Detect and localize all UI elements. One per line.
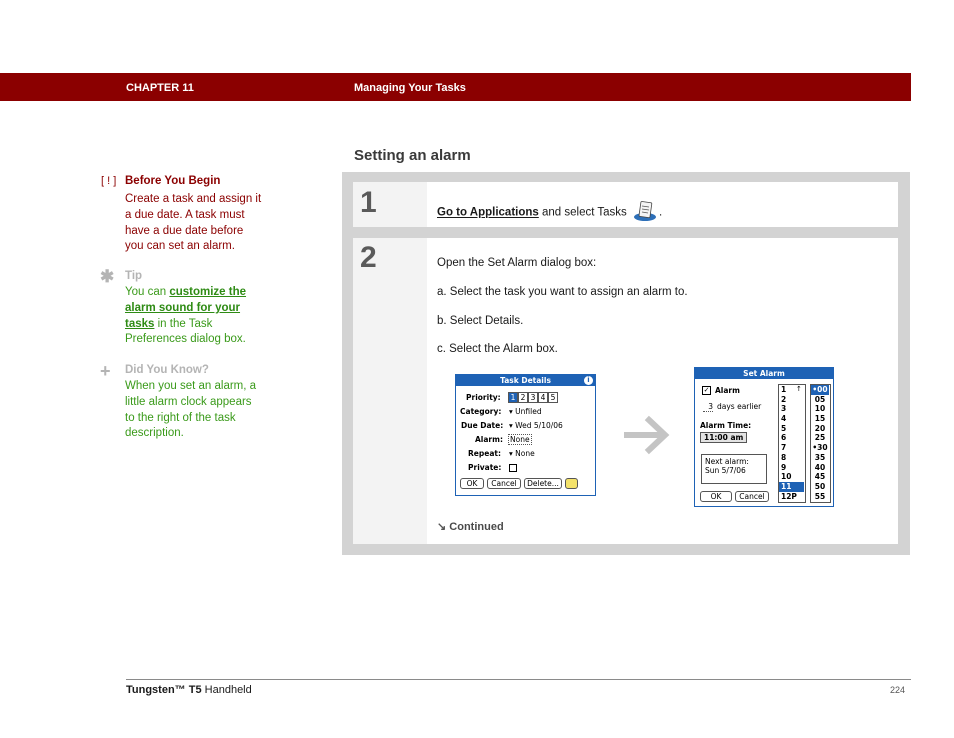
go-to-applications-link[interactable]: Go to Applications: [437, 206, 539, 219]
days-field[interactable]: 3: [703, 402, 713, 412]
hour-option[interactable]: 2: [781, 394, 787, 404]
customize-alarm-link-line2[interactable]: alarm sound for your: [125, 301, 241, 314]
arrow-down-right-icon: ↘: [437, 521, 447, 533]
footer-product: Tungsten™ T5 Handheld: [126, 684, 252, 696]
hour-option[interactable]: 11: [779, 482, 804, 492]
footer-divider: [126, 679, 911, 680]
task-details-dialog: Task Details i Priority: 1 2 3 4 5 Category: ▾ Unfiled Due Date: ▾ Wed 5/10/06 Alarm: None Repeat: ▾ None Private: OK Cancel Delete...: [455, 374, 596, 496]
alarm-box[interactable]: None: [510, 435, 530, 444]
tip-heading: Tip: [125, 270, 143, 282]
hour-option[interactable]: 4: [781, 414, 787, 424]
hour-option[interactable]: 8: [781, 452, 787, 462]
tip-text: You can customize the alarm sound for your tasks in the Task Preferences dialog box.: [125, 286, 247, 346]
minute-option[interactable]: 25: [814, 433, 826, 443]
did-you-know-heading: Did You Know?: [125, 364, 209, 376]
task-details-title: Task Details: [456, 375, 595, 386]
repeat-picker[interactable]: ▾ None: [509, 449, 535, 458]
before-you-begin-heading: Before You Begin: [125, 175, 221, 187]
scroll-up-icon[interactable]: ↑: [796, 385, 802, 393]
alarm-ok-button[interactable]: OK: [700, 491, 732, 502]
warning-icon: [ ! ]: [101, 175, 117, 187]
minute-option[interactable]: 50: [814, 481, 826, 491]
minute-option[interactable]: 20: [814, 423, 826, 433]
hour-option[interactable]: 10: [781, 472, 792, 482]
page-number: 224: [890, 685, 906, 695]
step-2-intro: Open the Set Alarm dialog box:: [437, 257, 597, 269]
minute-option[interactable]: 10: [814, 404, 826, 414]
chapter-label: CHAPTER 11: [126, 82, 194, 94]
set-alarm-title: Set Alarm: [695, 368, 833, 379]
customize-alarm-link[interactable]: customize the: [169, 286, 247, 298]
minute-list: [811, 385, 829, 501]
continued-label: ↘ Continued: [437, 521, 504, 533]
substep-a: a. Select the task you want to assign an alarm to.: [437, 286, 688, 298]
hour-option[interactable]: 7: [781, 443, 787, 453]
substep-b: b. Select Details.: [437, 315, 524, 327]
ok-button[interactable]: OK: [460, 478, 484, 489]
minute-option[interactable]: 15: [814, 414, 826, 424]
next-alarm-box: Next alarm: Sun 5/7/06: [701, 454, 767, 484]
tasks-app-icon: [633, 200, 659, 225]
hour-option[interactable]: 12P: [781, 491, 797, 501]
set-alarm-dialog: Set Alarm ✓ Alarm 3 days earlier Alarm Time: 11:00 am Next alarm: Sun 5/7/06 OK Cancel ↑ 1 2 3 4 5 6 7 8 9 10 11 12P •00 05 10 15 20 25 •30 35 40 45 50 55: [694, 367, 834, 507]
hour-option[interactable]: 6: [781, 433, 787, 443]
minute-option[interactable]: 35: [814, 452, 826, 462]
minute-option[interactable]: •00: [812, 385, 828, 394]
chapter-title: Managing Your Tasks: [354, 82, 466, 94]
asterisk-icon: ✱: [100, 267, 115, 286]
note-icon[interactable]: [565, 478, 578, 489]
minute-option[interactable]: •30: [812, 443, 828, 453]
minute-option[interactable]: 05: [814, 394, 826, 404]
minute-option[interactable]: 55: [814, 491, 826, 501]
plus-icon: +: [100, 361, 111, 381]
hour-option[interactable]: 9: [781, 462, 787, 472]
info-icon[interactable]: i: [584, 376, 593, 385]
alarm-cancel-button[interactable]: Cancel: [735, 491, 769, 502]
step-2-number-cell: [353, 238, 427, 544]
delete-button[interactable]: Delete...: [524, 478, 562, 489]
did-you-know-text: When you set an alarm, a little alarm clock appears to the right of the task description.: [125, 380, 257, 440]
section-title: Setting an alarm: [354, 147, 471, 164]
hour-option[interactable]: 1: [781, 385, 787, 394]
step-1-number: 1: [360, 186, 377, 219]
minute-option[interactable]: 45: [814, 472, 826, 482]
substep-c: c. Select the Alarm box.: [437, 343, 558, 355]
arrow-right-icon: [623, 413, 673, 462]
hour-option[interactable]: 5: [781, 423, 787, 433]
category-picker[interactable]: ▾ Unfiled: [509, 407, 542, 416]
customize-alarm-link-line3[interactable]: tasks: [125, 317, 155, 330]
hour-list: [779, 385, 804, 501]
cancel-button[interactable]: Cancel: [487, 478, 521, 489]
alarm-time-field[interactable]: 11:00 am: [700, 432, 747, 443]
hour-option[interactable]: 3: [781, 404, 787, 414]
alarm-checkbox[interactable]: ✓: [703, 386, 710, 394]
due-date-picker[interactable]: ▾ Wed 5/10/06: [509, 421, 563, 430]
step-2-number: 2: [360, 241, 377, 274]
before-you-begin-text: Create a task and assign it a due date. A task must have a due date before you can set an alarm.: [125, 193, 262, 253]
priority-selector[interactable]: 1 2 3 4 5: [508, 392, 558, 403]
private-checkbox[interactable]: [509, 464, 517, 472]
minute-option[interactable]: 40: [814, 462, 826, 472]
step-1-text: Go to Applications and select Tasks .: [437, 200, 662, 225]
